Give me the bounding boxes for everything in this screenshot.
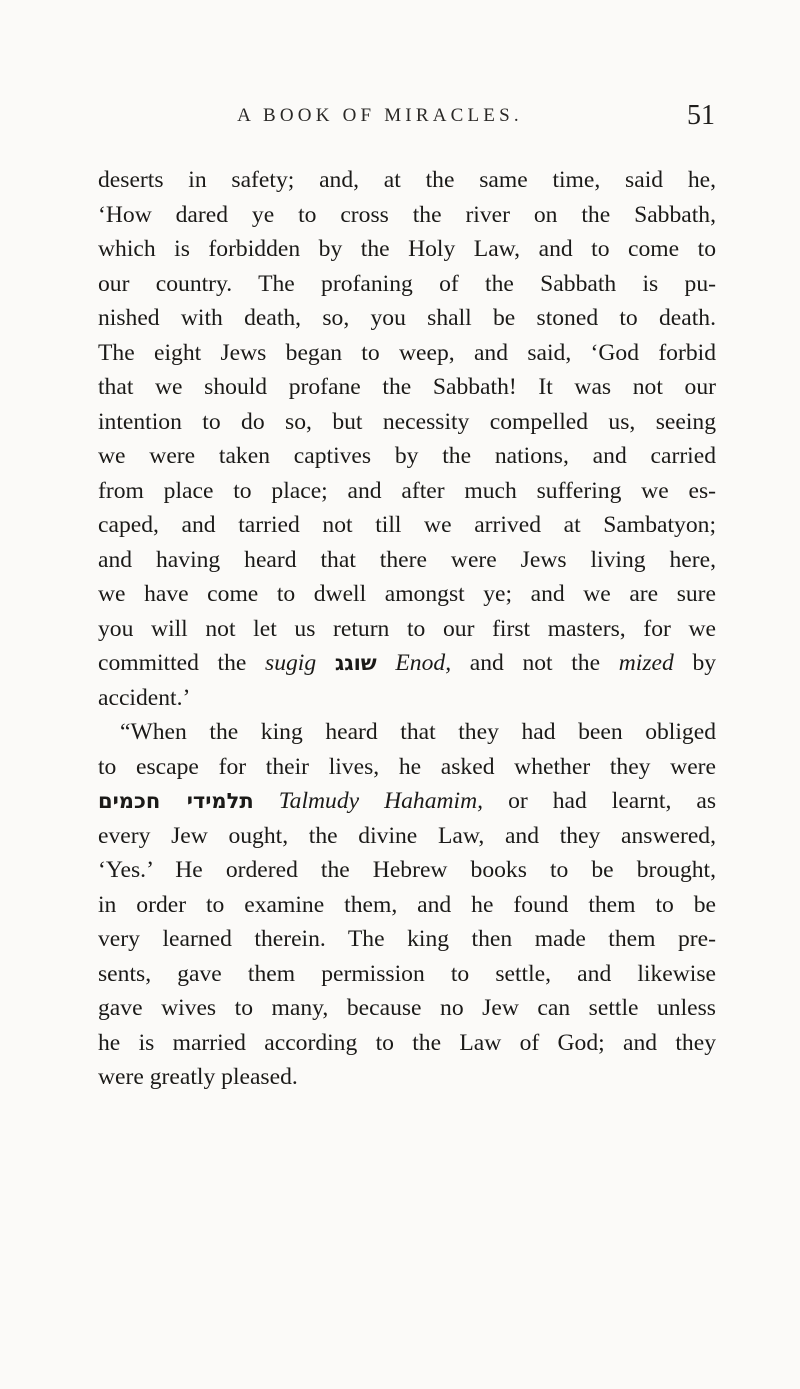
text-line: and having heard that there were Jews living here,: [98, 546, 716, 573]
text-line: from place to place; and after much suffering we es-: [98, 477, 716, 504]
italic-term: Talmudy Hahamim,: [278, 788, 484, 814]
text-line: we have come to dwell amongst ye; and we are sure: [98, 581, 716, 607]
text-line: accident.’: [98, 684, 191, 711]
page-number: 51: [687, 100, 715, 131]
text-line: intention to do so, but necessity compelled us, seeing: [98, 408, 716, 435]
text-line: caped, and tarried not till we arrived at Sambatyon;: [98, 512, 716, 538]
italic-term: mized: [618, 650, 674, 676]
running-head: A BOOK OF MIRACLES.: [237, 105, 523, 126]
text-line: sents, gave them permission to settle, and likewise: [98, 960, 716, 987]
text-segment: or had learnt, as: [508, 788, 717, 814]
text-line: very learned therein. The king then made them pre-: [98, 926, 716, 952]
text-line: to escape for their lives, he asked whether they were: [98, 753, 716, 780]
text-line: gave wives to many, because no Jew can settle unless: [98, 995, 716, 1021]
text-line: every Jew ought, the divine Law, and they answered,: [98, 822, 716, 849]
text-line: our country. The profaning of the Sabbath is pu-: [98, 270, 716, 297]
text-line: he is married according to the Law of God; and they: [98, 1029, 716, 1056]
hebrew-phrase: תלמידי חכמים: [98, 789, 254, 813]
text-line: ‘Yes.’ He ordered the Hebrew books to be brought,: [98, 857, 716, 883]
text-line: The eight Jews began to weep, and said, ‘God forbid: [98, 339, 716, 366]
text-line: ‘How dared ye to cross the river on the Sabbath,: [98, 201, 716, 228]
text-segment: and not the: [469, 650, 601, 676]
text-line: that we should profane the Sabbath! It was not our: [98, 374, 716, 400]
text-segment: by: [692, 650, 717, 676]
body-text: [98, 163, 716, 1095]
text-line: [98, 784, 716, 819]
italic-term: sugig: [265, 650, 317, 676]
text-line: [98, 646, 716, 681]
text-line: were greatly pleased.: [98, 1064, 298, 1090]
text-line: deserts in safety; and, at the same time, said he,: [98, 167, 716, 193]
text-line: which is forbidden by the Holy Law, and to come to: [98, 236, 716, 262]
text-line: nished with death, so, you shall be stoned to death.: [98, 305, 716, 331]
text-line: “When the king heard that they had been obliged: [120, 719, 716, 745]
italic-term: Enod,: [395, 650, 452, 676]
text-segment: committed the: [98, 650, 247, 676]
text-line: you will not let us return to our first masters, for we: [98, 615, 716, 642]
text-line: we were taken captives by the nations, and carried: [98, 443, 716, 469]
text-line: in order to examine them, and he found them to be: [98, 891, 716, 918]
hebrew-word: שוגג: [334, 651, 377, 675]
